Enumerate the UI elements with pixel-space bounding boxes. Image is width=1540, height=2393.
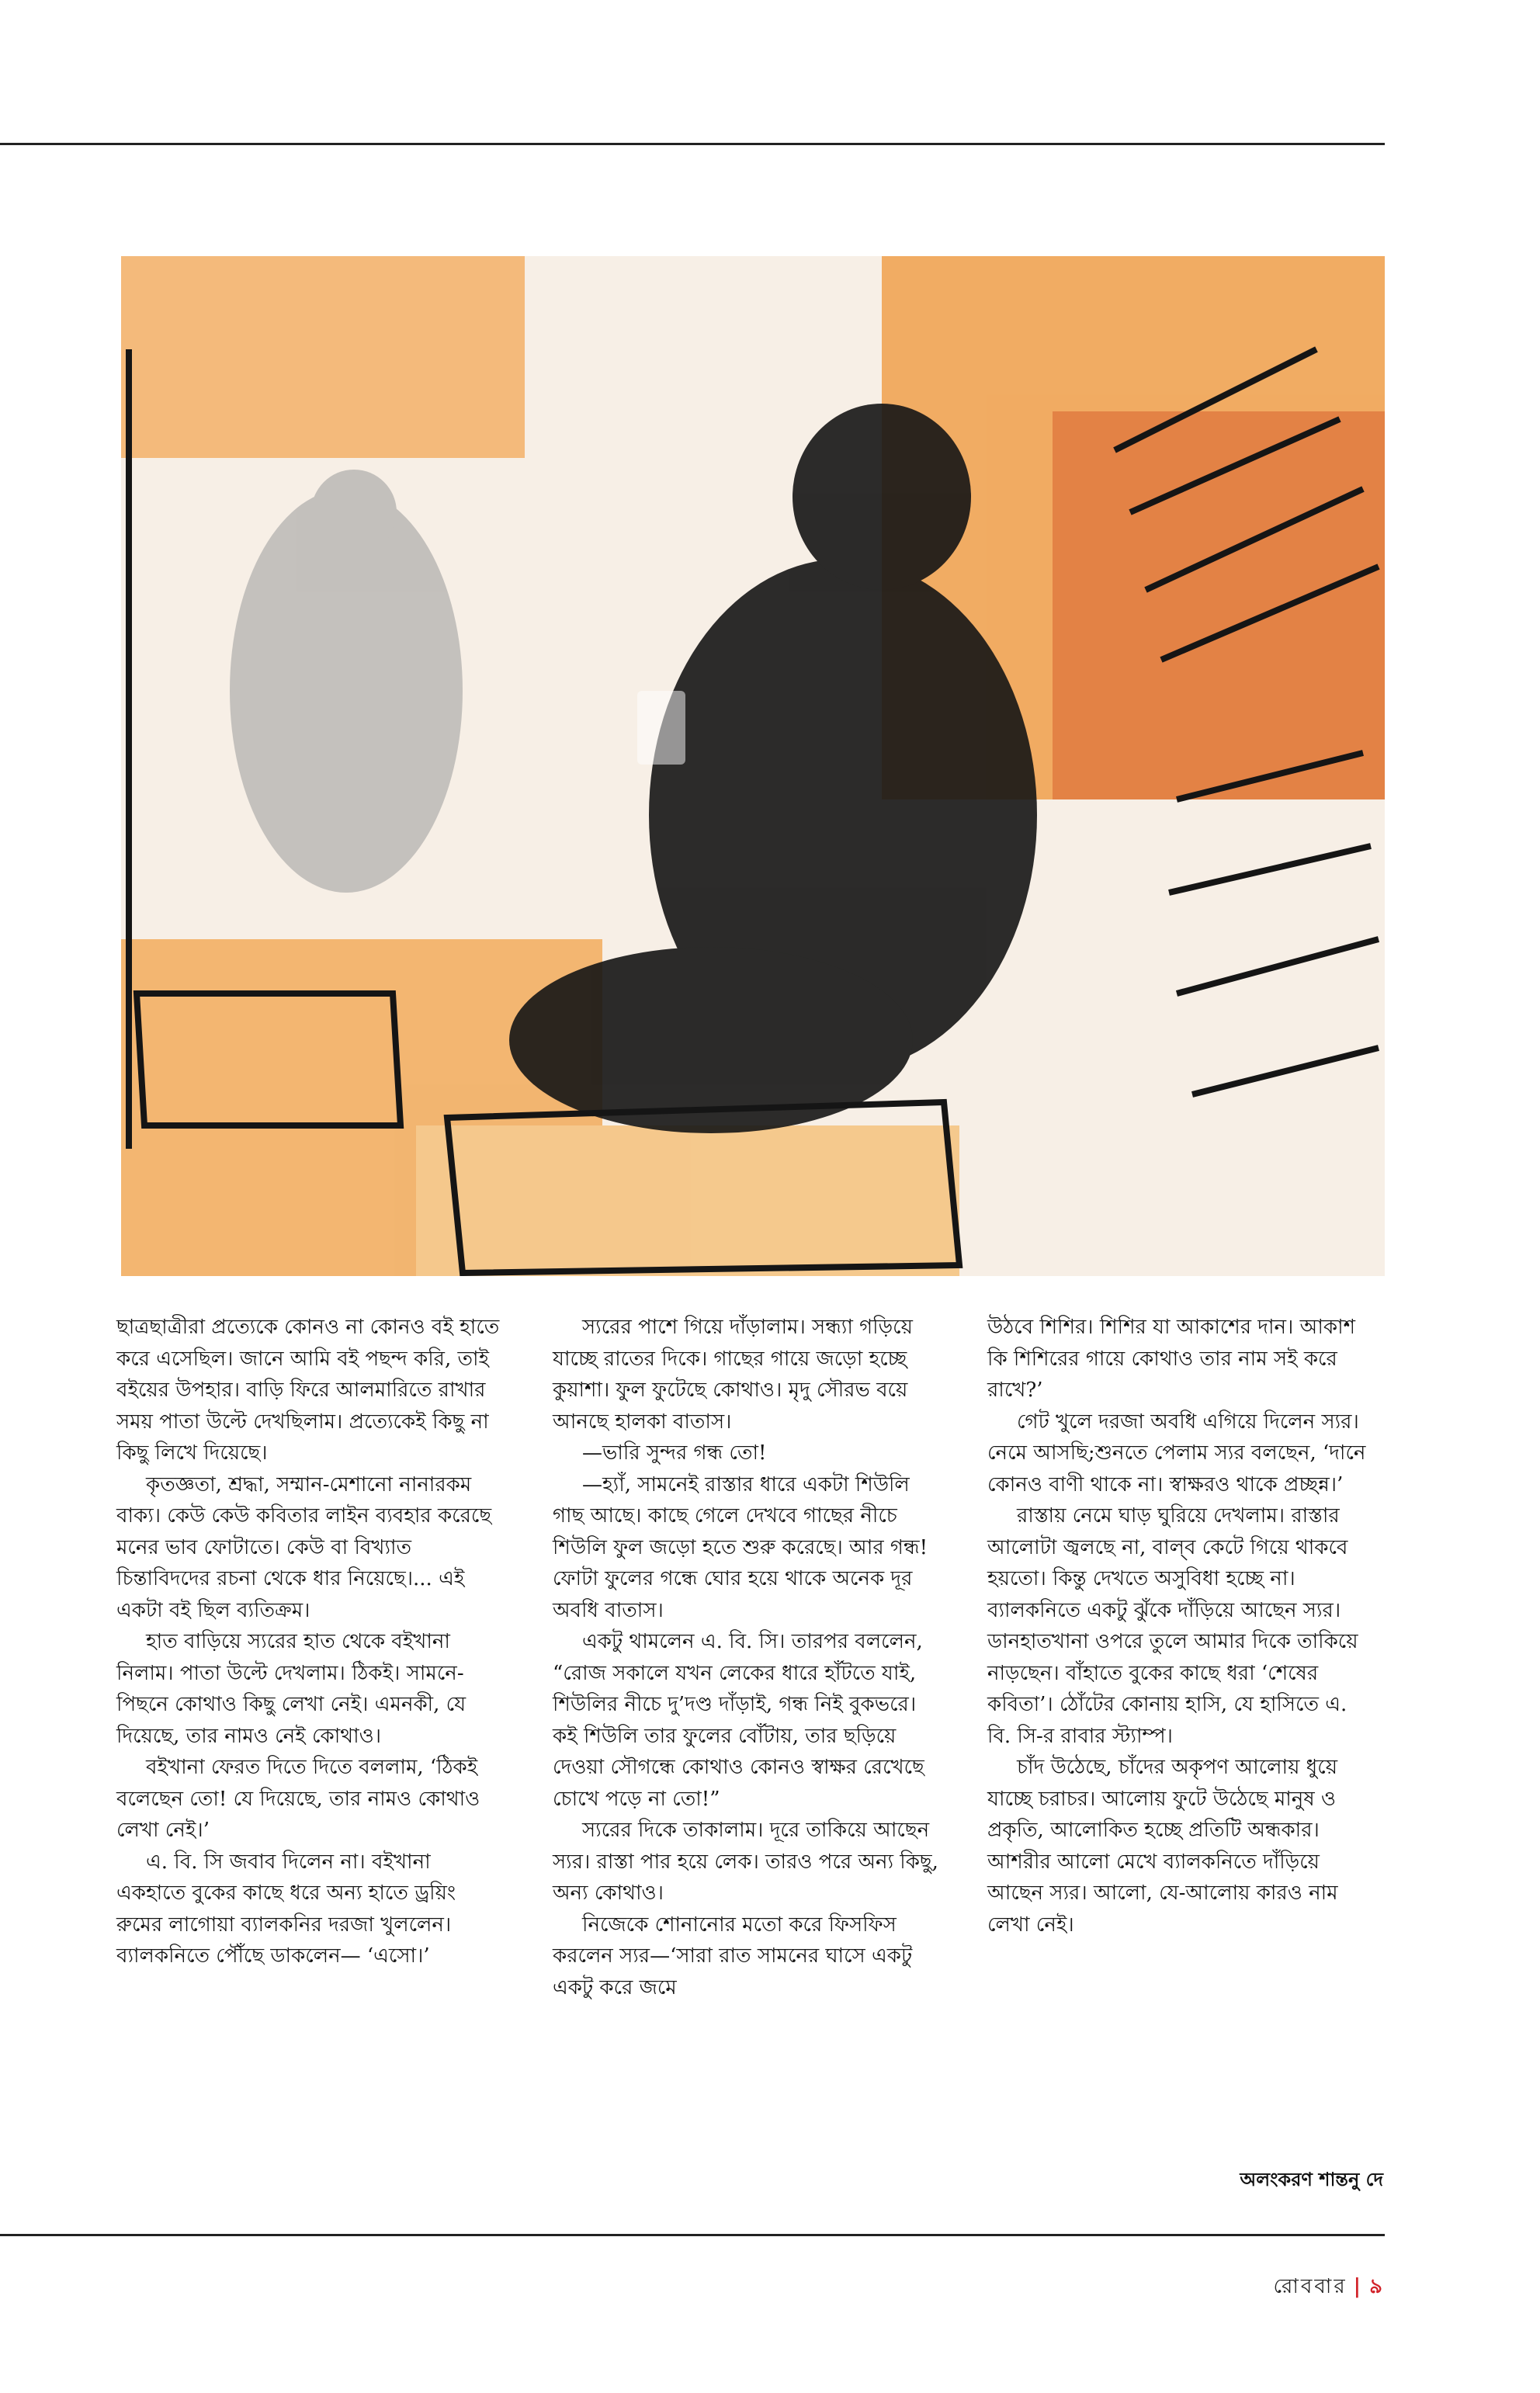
paragraph: গেট খুলে দরজা অবধি এগিয়ে দিলেন স্যর। নেমে আসছি;শুনতে পেলাম স্যর বলছেন, ‘দানে কোনও বাণী থাকে না। স্বাক্ষরও থাকে প্রচ্ছন্ন।’ (987, 1410, 1366, 1496)
paragraph: কৃতজ্ঞতা, শ্রদ্ধা, সম্মান-মেশানো নানারকম বাক্য। কেউ কেউ কবিতার লাইন ব্যবহার করেছে মনের ভাব ফোটাতে। কেউ বা বিখ্যাত চিন্তাবিদদের রচনা থেকে ধার নিয়েছে।... এই একটা বই ছিল ব্যতিক্রম। (116, 1472, 492, 1622)
paragraph: স্যরের পাশে গিয়ে দাঁড়ালাম। সন্ধ্যা গড়িয়ে যাচ্ছে রাতের দিকে। গাছের গায়ে জড়ো হচ্ছে কুয়াশা। ফুল ফুটেছে কোথাও। মৃদু সৌরভ বয়ে আনছে হালকা বাতাস। (553, 1316, 913, 1434)
paragraph: রাস্তায় নেমে ঘাড় ঘুরিয়ে দেখলাম। রাস্তার আলোটা জ্বলছে না, বাল্‌ব কেটে গিয়ে থাকবে হয়তো। কিন্তু দেখতে অসুবিধা হচ্ছে না। ব্যালকনিতে একটু ঝুঁকে দাঁড়িয়ে আছেন স্যর। ডানহাতখানা ওপরে তুলে আমার দিকে তাকিয়ে নাড়ছেন। বাঁহাতে বুকের কাছে ধরা ‘শেষের কবিতা’। ঠোঁটের কোনায় হাসি, যে হাসিতে এ. বি. সি-র রাবার স্ট্যাম্প। (987, 1504, 1358, 1748)
magazine-name: রোববার (1273, 2275, 1348, 2298)
paragraph: হাত বাড়িয়ে স্যরের হাত থেকে বইখানা নিলাম। পাতা উল্টে দেখলাম। ঠিকই। সামনে-পিছনে কোথাও কিছু লেখা নেই। এমনকী, যে দিয়েছে, তার নামও নেই কোথাও। (116, 1630, 467, 1748)
page-footer (1133, 2270, 1385, 2305)
article-column-1 (116, 1312, 505, 1972)
paragraph: স্যরের দিকে তাকালাম। দূরে তাকিয়ে আছেন স্যর। রাস্তা পার হয়ে লেক। তারও পরে অন্য কিছু, অন্য কোথাও। (553, 1819, 938, 1905)
paragraph: ছাত্রছাত্রীরা প্রত্যেকে কোনও না কোনও বই হাতে করে এসেছিল। জানে আমি বই পছন্দ করি, তাই বইয়ের উপহার। বাড়ি ফিরে আলমারিতে রাখার সময় পাতা উল্টে দেখছিলাম। প্রত্যেকেই কিছু না কিছু লিখে দিয়েছে। (116, 1316, 500, 1465)
article-column-3 (987, 1312, 1375, 1940)
paragraph: এ. বি. সি জবাব দিলেন না। বইখানা একহাতে বুকের কাছে ধরে অন্য হাতে ড্রয়িং রুমের লাগোয়া ব্যালকনির দরজা খুললেন। ব্যালকনিতে পৌঁছে ডাকলেন— ‘এসো।’ (116, 1850, 456, 1968)
bottom-rule (0, 2234, 1385, 2236)
paragraph: একটু থামলেন এ. বি. সি। তারপর বললেন, “রোজ সকালে যখন লেকের ধারে হাঁটতে যাই, শিউলির নীচে দু’দণ্ড দাঁড়াই, গন্ধ নিই বুকভরে। কই শিউলি তার ফুলের বোঁটায়, তার ছড়িয়ে দেওয়া সৌগন্ধে কোথাও কোনও স্বাক্ষর রেখেছে চোখে পড়ে না তো!” (553, 1630, 924, 1811)
story-illustration (121, 256, 1385, 1276)
article-column-2 (553, 1312, 941, 2003)
paragraph: —ভারি সুন্দর গন্ধ তো! (582, 1441, 767, 1465)
illustration-credit: অলংকরণ শান্তনু দে (1240, 2168, 1383, 2190)
paragraph: নিজেকে শোনানোর মতো করে ফিসফিস করলেন স্যর—‘সারা রাত সামনের ঘাসে একটু একটু করে জমে (553, 1913, 913, 1999)
paragraph: —হ্যাঁ, সামনেই রাস্তার ধারে একটা শিউলি গাছ আছে। কাছে গেলে দেখবে গাছের নীচে শিউলি ফুল জড়ো হতে শুরু করেছে। আর গন্ধ! ফোটা ফুলের গন্ধে ঘোর হয়ে থাকে অনেক দূর অবধি বাতাস। (553, 1472, 928, 1622)
paragraph: বইখানা ফেরত দিতে দিতে বললাম, ‘ঠিকই বলেছেন তো! যে দিয়েছে, তার নামও কোথাও লেখা নেই।’ (116, 1756, 480, 1842)
paragraph: উঠবে শিশির। শিশির যা আকাশের দান। আকাশ কি শিশিরের গায়ে কোথাও তার নাম সই করে রাখে?’ (987, 1316, 1356, 1402)
paragraph: চাঁদ উঠেছে, চাঁদের অকৃপণ আলোয় ধুয়ে যাচ্ছে চরাচর। আলোয় ফুটে উঠেছে মানুষ ও প্রকৃতি, আলোকিত হচ্ছে প্রতিটি অন্ধকার। আশরীর আলো মেখে ব্যালকনিতে দাঁড়িয়ে আছেন স্যর। আলো, যে-আলোয় কারও নাম লেখা নেই। (987, 1756, 1338, 1937)
top-rule (0, 143, 1385, 145)
footer-separator: | (1353, 2275, 1364, 2298)
illustration-drawing (121, 256, 1385, 1276)
page-number: ৯ (1369, 2275, 1385, 2298)
